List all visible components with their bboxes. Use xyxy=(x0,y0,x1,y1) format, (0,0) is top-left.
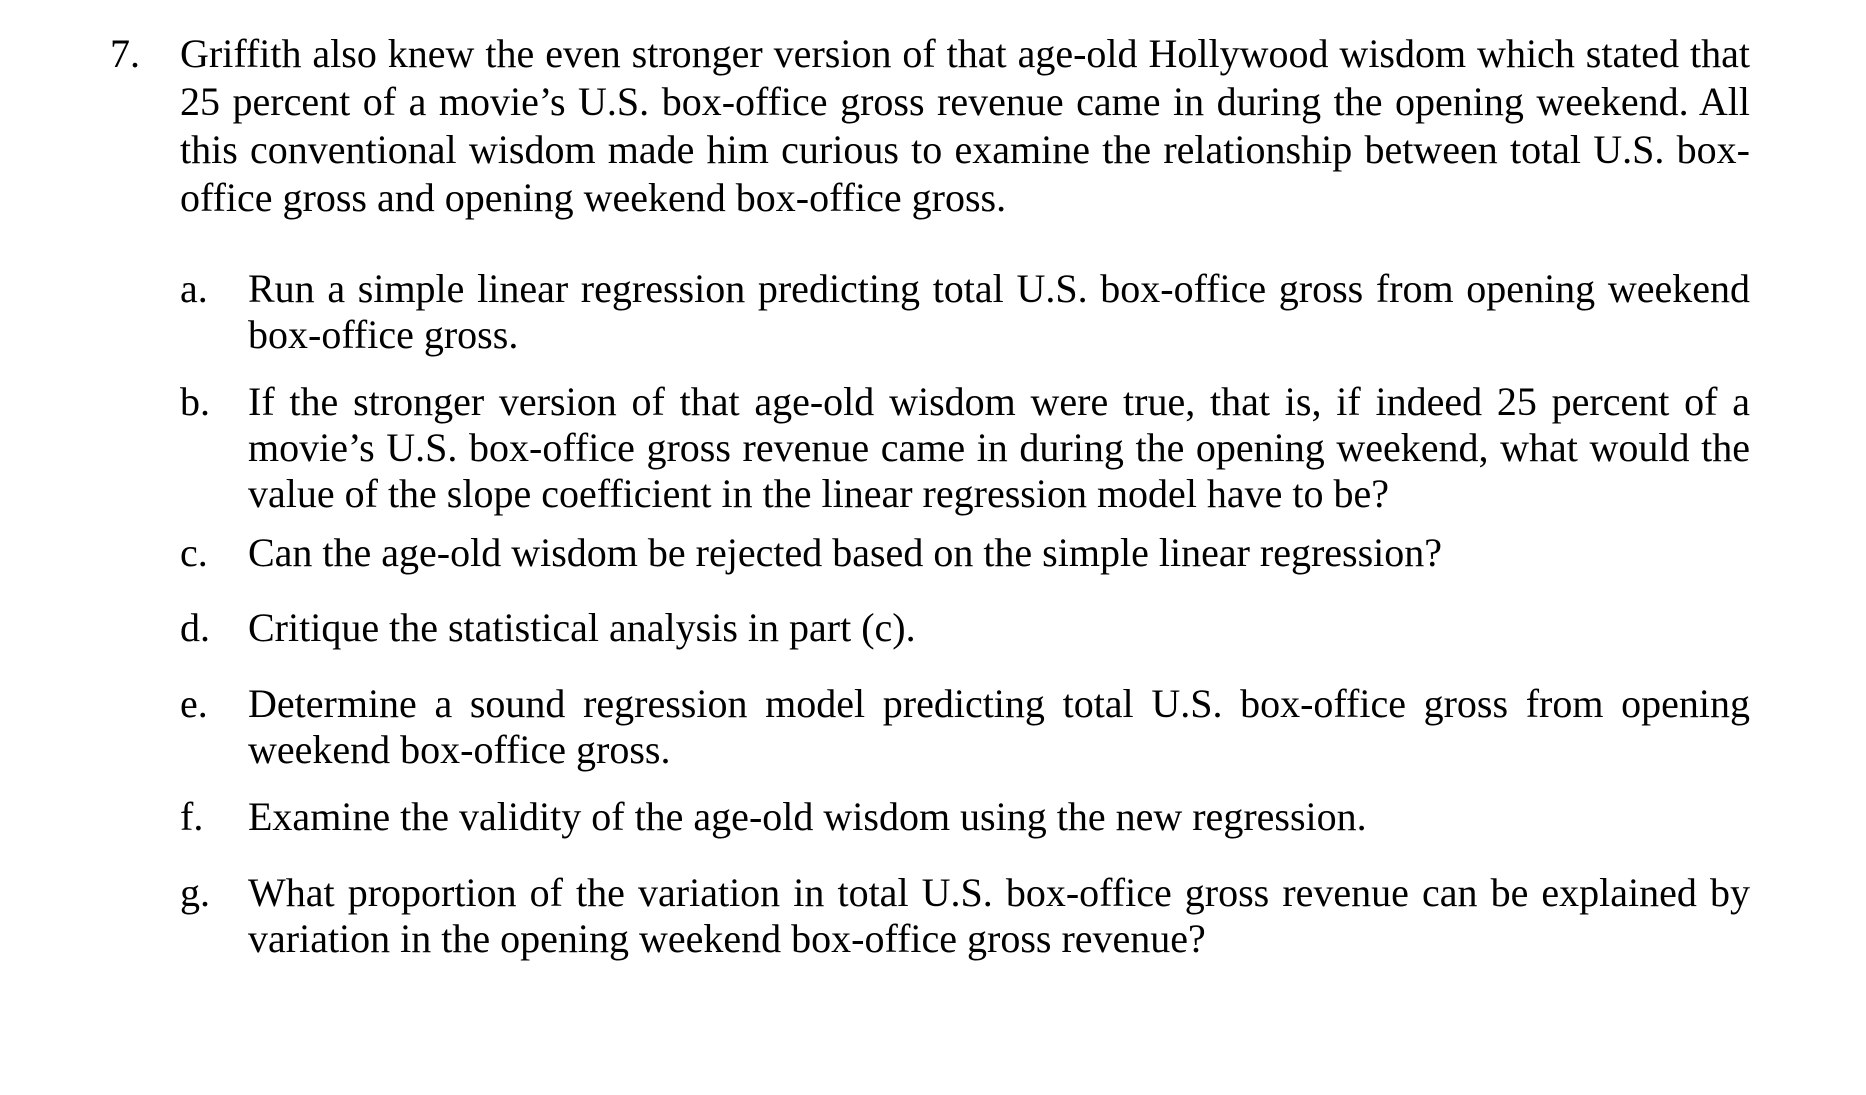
sub-question-letter: e. xyxy=(180,681,208,726)
sub-question-letter: c. xyxy=(180,530,208,575)
sub-question-letter: g. xyxy=(180,870,210,915)
sub-question-text: Examine the validity of the age-old wisdom using the new regression. xyxy=(248,794,1367,839)
sub-question-text: What proportion of the variation in total U.S. box-office gross revenue can be explained by variation in the opening weekend box-office gross revenue? xyxy=(248,870,1750,961)
sub-question-text: Run a simple linear regression predicting total U.S. box-office gross from opening weekend box-office gross. xyxy=(248,266,1750,357)
sub-question-letter: d. xyxy=(180,605,210,650)
sub-question-text: Determine a sound regression model predicting total U.S. box-office gross from opening weekend box-office gross. xyxy=(248,681,1750,772)
sub-question-text: Can the age-old wisdom be rejected based on the simple linear regression? xyxy=(248,530,1443,575)
question-text: Griffith also knew the even stronger version of that age-old Hollywood wisdom which stated that 25 percent of a movie’s U.S. box-office gross revenue came in during the opening weekend. All this conventional wisdom made him curious to examine the relationship between total U.S. box-office gross and opening weekend box-office gross. xyxy=(180,31,1750,220)
sub-question-text: Critique the statistical analysis in part (c). xyxy=(248,605,916,650)
sub-question-letter: b. xyxy=(180,379,210,424)
sub-question-letter: f. xyxy=(180,794,204,839)
question-number: 7. xyxy=(110,31,140,76)
sub-question-letter: a. xyxy=(180,266,208,311)
sub-question-text: If the stronger version of that age-old wisdom were true, that is, if indeed 25 percent of a movie’s U.S. box-office gross revenue came in during the opening weekend, what would the value of the slope coefficient in the linear regression model have to be? xyxy=(248,379,1750,516)
